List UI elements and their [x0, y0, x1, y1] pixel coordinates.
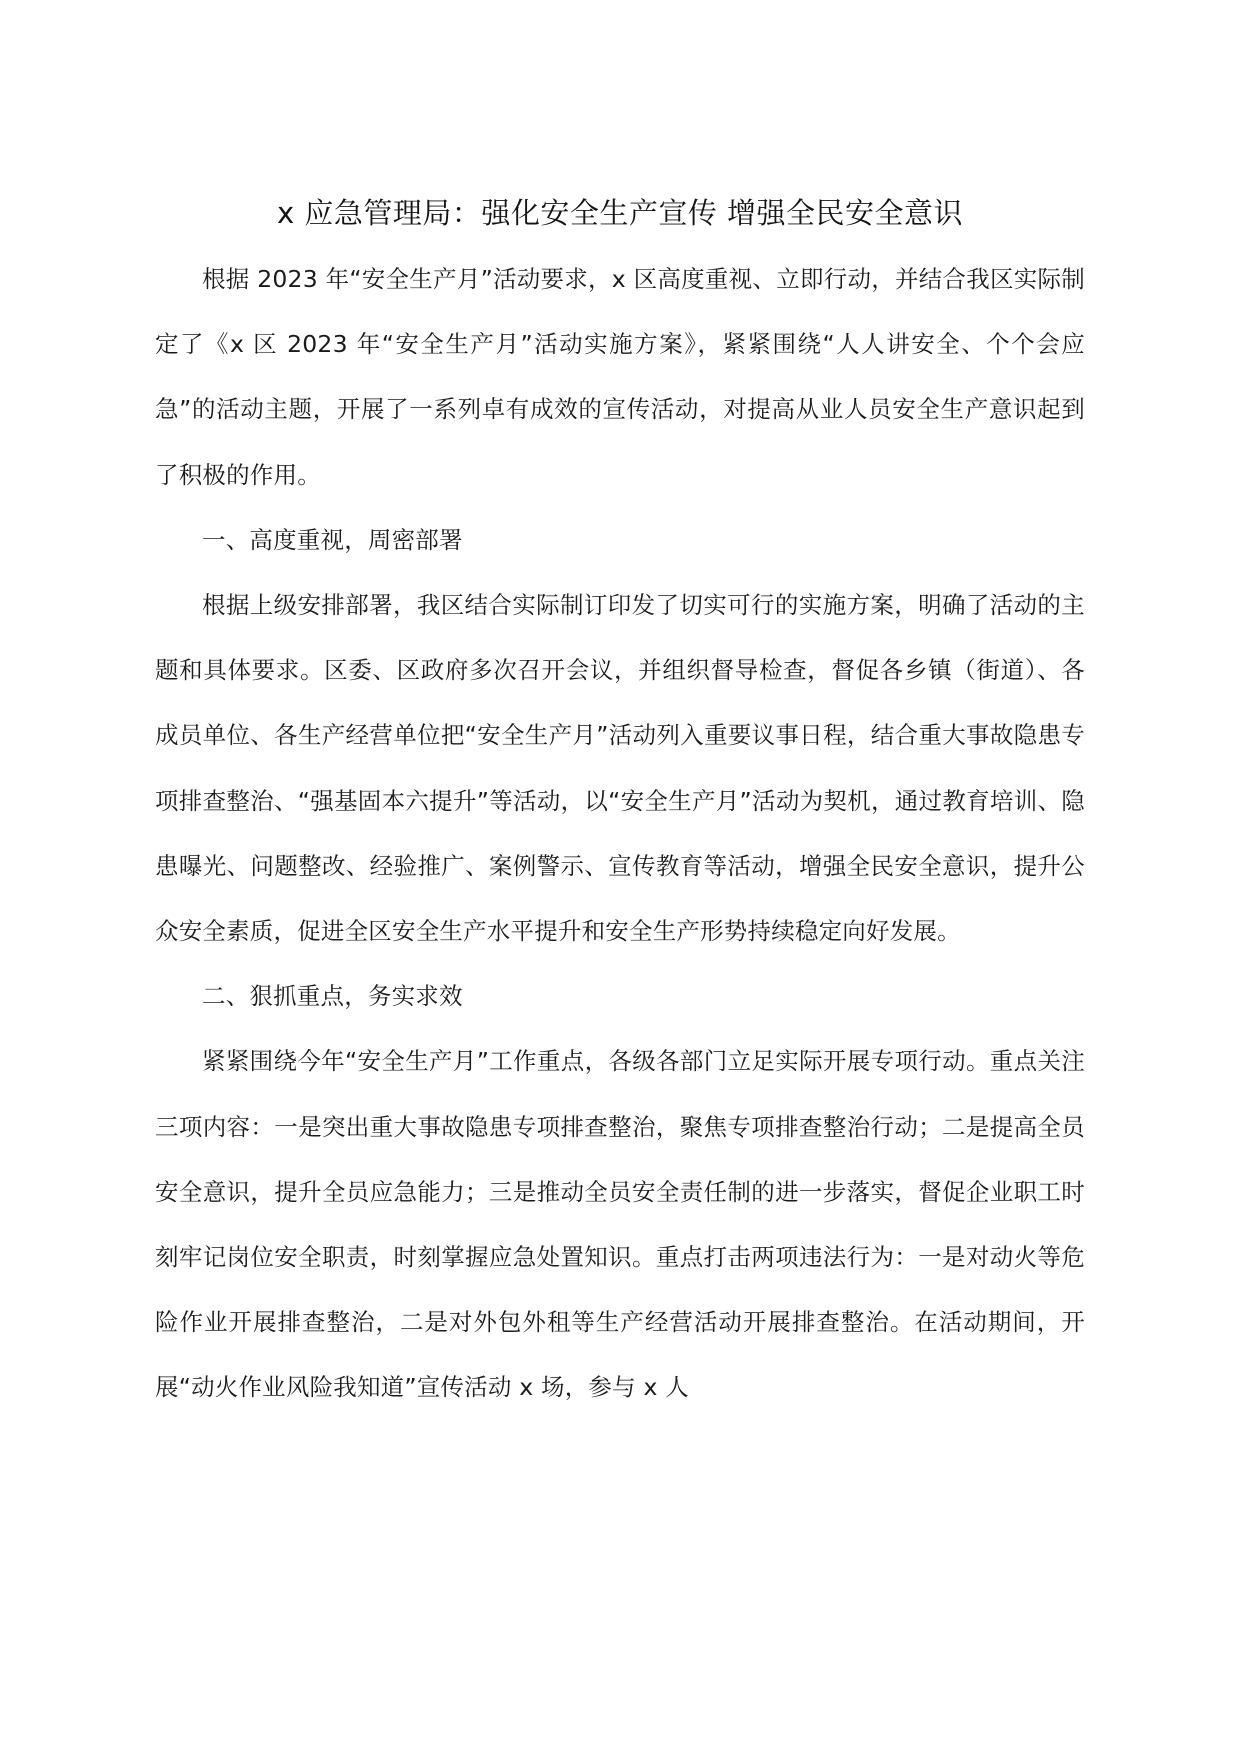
- document-title: x 应急管理局：强化安全生产宣传 增强全民安全意识: [276, 196, 964, 230]
- paragraph-section-1: 根据上级安排部署，我区结合实际制订印发了切实可行的实施方案，明确了活动的主题和具体要求。区委、区政府多次召开会议，并组织督导检查，督促各乡镇（街道）、各成员单位、各生产经营单位把“安全生产月”活动列入重要议事日程，结合重大事故隐患专项排查整治、“强基固本六提升”等活动，以“安全生产月”活动为契机，通过教育培训、隐患曝光、问题整改、经验推广、案例警示、宣传教育等活动，增强全民安全意识，提升公众安全素质，促进全区安全生产水平提升和安全生产形势持续稳定向好发展。: [155, 591, 1085, 946]
- paragraph-section-2: 紧紧围绕今年“安全生产月”工作重点，各级各部门立足实际开展专项行动。重点关注三项内容：一是突出重大事故隐患专项排查整治，聚焦专项排查整治行动；二是提高全员安全意识，提升全员应急能力；三是推动全员安全责任制的进一步落实，督促企业职工时刻牢记岗位安全职责，时刻掌握应急处置知识。重点打击两项违法行为：一是对动火等危险作业开展排查整治，二是对外包外租等生产经营活动开展排查整治。在活动期间，开展“动火作业风险我知道”宣传活动 x 场，参与 x 人: [155, 1047, 1085, 1402]
- section-heading-2: 二、狠抓重点，务实求效: [202, 982, 463, 1011]
- document-body: [155, 247, 1085, 1421]
- paragraph-intro: 根据 2023 年“安全生产月”活动要求，x 区高度重视、立即行动，并结合我区实际制定了《x 区 2023 年“安全生产月”活动实施方案》，紧紧围绕“人人讲安全、个个会应急”的活动主题，开展了一系列卓有成效的宣传活动，对提高从业人员安全生产意识起到了积极的作用。: [155, 265, 1085, 489]
- section-heading-1: 一、高度重视，周密部署: [202, 525, 463, 554]
